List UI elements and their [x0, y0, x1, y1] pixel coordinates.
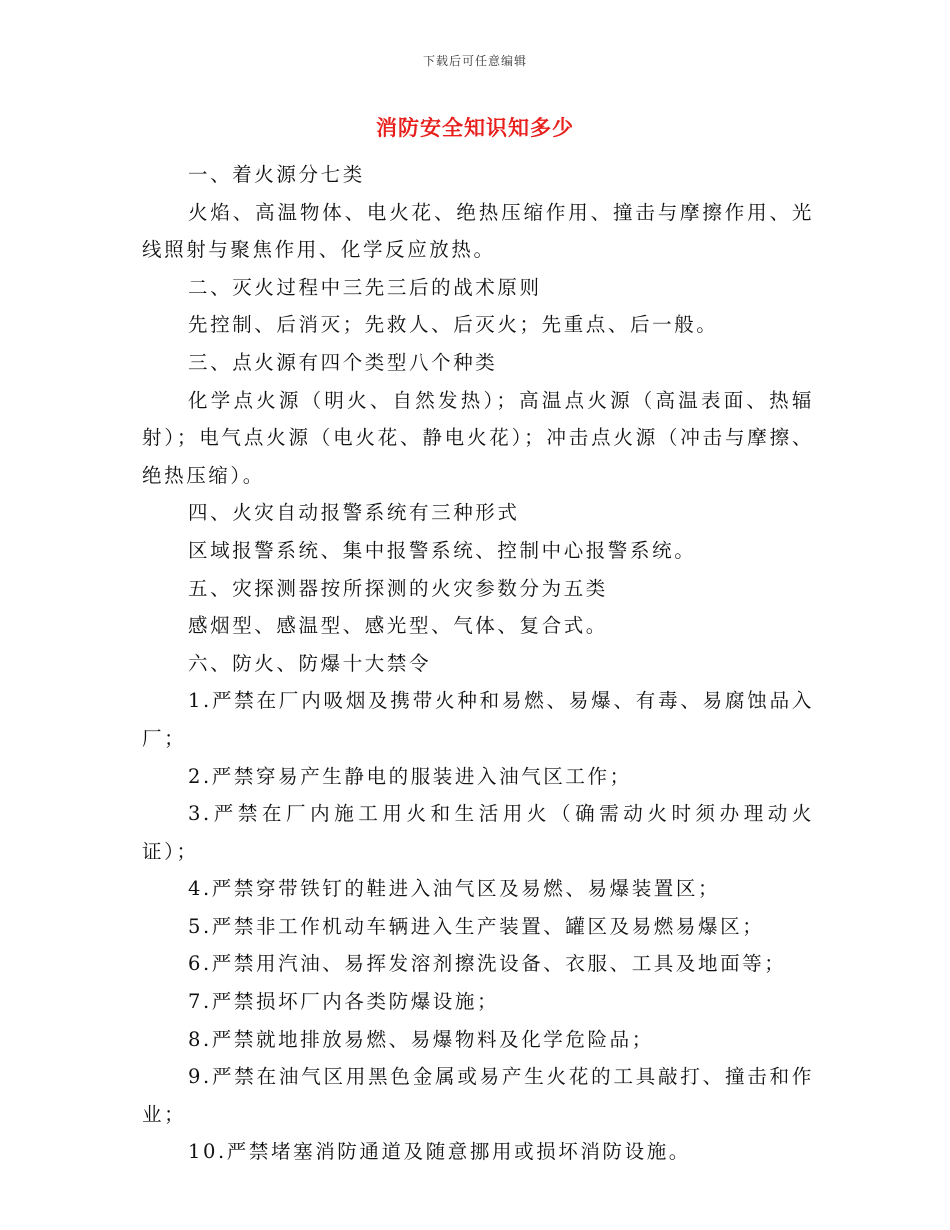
section-heading-ignition-sources: 一、着火源分七类 — [188, 163, 365, 186]
paragraph-tactics: 先控制、后消灭；先救人、后灭火；先重点、后一般。 — [188, 313, 719, 337]
list-item: 2.严禁穿易产生静电的服装进入油气区工作； — [188, 764, 632, 788]
list-item: 9.严禁在油气区用黑色金属或易产生火花的工具敲打、撞击和作业； — [142, 1065, 814, 1126]
paragraph-ignition-sources: 火焰、高温物体、电火花、绝热压缩作用、撞击与摩擦作用、光线照射与聚焦作用、化学反应放热。 — [142, 200, 814, 262]
section-heading-prohibitions: 六、防火、防爆十大禁令 — [188, 651, 432, 675]
list-item: 1.严禁在厂内吸烟及携带火种和易燃、易爆、有毒、易腐蚀品入厂； — [142, 689, 814, 750]
document-body — [142, 156, 814, 1171]
list-item: 3.严禁在厂内施工用火和生活用火（确需动火时须办理动火证）； — [142, 802, 814, 863]
section-heading-tactics: 二、灭火过程中三先三后的战术原则 — [188, 275, 542, 299]
paragraph-alarm-systems: 区域报警系统、集中报警系统、控制中心报警系统。 — [188, 538, 697, 562]
section-heading-alarm-systems: 四、火灾自动报警系统有三种形式 — [188, 501, 520, 525]
page-header-note: 下载后可任意编辑 — [422, 54, 527, 68]
list-item: 8.严禁就地排放易燃、易爆物料及化学危险品； — [188, 1027, 654, 1051]
list-item: 7.严禁损坏厂内各类防爆设施； — [188, 990, 500, 1014]
document-title: 消防安全知识知多少 — [376, 115, 574, 140]
list-item: 5.严禁非工作机动车辆进入生产装置、罐区及易燃易爆区； — [188, 914, 765, 938]
paragraph-detectors: 感烟型、感温型、感光型、气体、复合式。 — [188, 614, 608, 638]
section-heading-detectors: 五、灾探测器按所探测的火灾参数分为五类 — [188, 576, 608, 600]
paragraph-ignition-types: 化学点火源（明火、自然发热）；高温点火源（高温表面、热辐射）；电气点火源（电火花、静电火花）；冲击点火源（冲击与摩擦、绝热压缩）。 — [142, 388, 814, 487]
list-item: 4.严禁穿带铁钉的鞋进入油气区及易燃、易爆装置区； — [188, 877, 721, 901]
section-heading-ignition-types: 三、点火源有四个类型八个种类 — [188, 350, 498, 374]
list-item: 10.严禁堵塞消防通道及随意挪用或损坏消防设施。 — [188, 1140, 691, 1164]
list-item: 6.严禁用汽油、易挥发溶剂擦洗设备、衣服、工具及地面等； — [188, 952, 787, 976]
